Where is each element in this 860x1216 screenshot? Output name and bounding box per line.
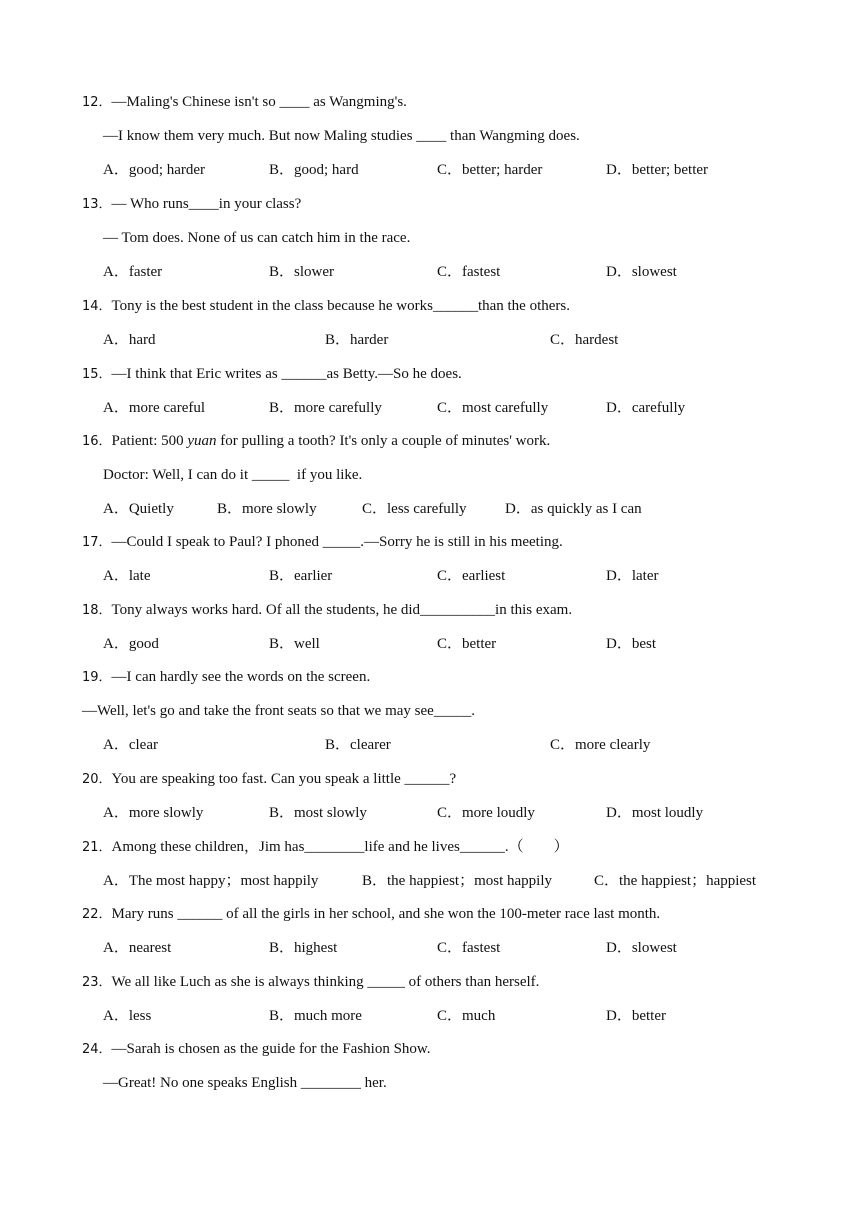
question-stem: —Could I speak to Paul? I phoned _____.—Sorry he is still in his meeting. [111, 534, 563, 550]
answer-blank: ______ [432, 298, 478, 314]
option-a[interactable]: A．late [103, 568, 151, 584]
option-c[interactable]: C．fastest [437, 940, 501, 956]
question-stem: We all like Luch as she is always thinking _____ of others than herself. [111, 974, 540, 990]
question-stem: — Tom does. None of us can catch him in the race. [103, 230, 411, 246]
answer-blank: _____ [251, 467, 290, 483]
option-d[interactable]: D．carefully [606, 400, 686, 416]
option-c[interactable]: C．more loudly [437, 805, 535, 821]
question-number: 13． [82, 197, 112, 212]
question-number: 16． [82, 434, 112, 449]
question-stem: than the others. [477, 298, 570, 314]
question-19-line-1 [82, 667, 370, 688]
option-b[interactable]: B．much more [269, 1008, 362, 1024]
question-number: 17． [82, 535, 112, 550]
option-a[interactable]: A．more careful [103, 400, 206, 416]
option-d[interactable]: D．as quickly as I can [505, 501, 642, 517]
option-a[interactable]: A．Quietly [103, 501, 174, 517]
answer-blank: ____ [188, 196, 219, 212]
question-stem: for pulling a tooth? It's only a couple of minutes' work. [216, 433, 551, 449]
question-stem: Mary runs ______ of all the girls in her school, and she won the 100-meter race last month. [111, 906, 661, 922]
question-stem: as Betty.—So he does. [326, 366, 462, 382]
option-b[interactable]: B．more carefully [269, 400, 382, 416]
option-a[interactable]: A．clear [103, 737, 158, 753]
question-17-line-1 [82, 532, 563, 553]
question-16-line-1 [82, 431, 550, 452]
option-b[interactable]: B．clearer [325, 737, 391, 753]
question-18-line-1 [82, 600, 572, 621]
option-a[interactable]: A．nearest [103, 940, 172, 956]
answer-blank: __________ [420, 602, 496, 618]
option-b[interactable]: B．earlier [269, 568, 333, 584]
question-stem: —Maling's Chinese isn't so ____ as Wangming's. [111, 94, 407, 110]
option-b[interactable]: B．most slowly [269, 805, 367, 821]
option-c[interactable]: C．better; harder [437, 162, 543, 178]
question-number: 24． [82, 1042, 112, 1057]
question-19-line-2 [82, 701, 475, 721]
option-d[interactable]: D．most loudly [606, 805, 704, 821]
question-number: 21． [82, 840, 112, 855]
question-number: 22． [82, 907, 112, 922]
option-c[interactable]: C．earliest [437, 568, 506, 584]
option-a[interactable]: A．less [103, 1008, 152, 1024]
question-24-line-1 [82, 1039, 431, 1060]
answer-blank: ______ [281, 366, 327, 382]
option-c[interactable]: C．hardest [550, 332, 619, 348]
question-14-line-1 [82, 296, 570, 317]
question-number: 20． [82, 772, 112, 787]
option-c[interactable]: C．more clearly [550, 737, 651, 753]
option-d[interactable]: D．better; better [606, 162, 709, 178]
question-number: 14． [82, 299, 112, 314]
question-stem: — Who runs [111, 196, 189, 212]
option-a[interactable]: A．hard [103, 332, 156, 348]
option-c[interactable]: C．better [437, 636, 497, 652]
question-stem: —I know them very much. But now Maling studies ____ than Wangming does. [103, 128, 580, 144]
option-c[interactable]: C．most carefully [437, 400, 549, 416]
option-a[interactable]: A．faster [103, 264, 163, 280]
question-stem: if you like. [289, 467, 363, 483]
option-b[interactable]: B．slower [269, 264, 334, 280]
option-c[interactable]: C．much [437, 1008, 496, 1024]
question-stem-italic: yuan [187, 433, 217, 449]
question-stem: Tony is the best student in the class because he works [111, 298, 433, 314]
option-d[interactable]: D．better [606, 1008, 666, 1024]
question-15-line-1 [82, 364, 462, 385]
question-20-line-1 [82, 769, 456, 790]
question-stem: —I can hardly see the words on the screen. [111, 669, 371, 685]
question-16-line-2 [103, 465, 362, 485]
option-c[interactable]: C．the happiest；happiest [594, 873, 757, 889]
option-b[interactable]: B．harder [325, 332, 389, 348]
question-number: 23． [82, 975, 112, 990]
question-number: 12． [82, 95, 112, 110]
question-number: 19． [82, 670, 112, 685]
question-13-line-1 [82, 194, 301, 215]
question-13-line-2 [103, 228, 410, 248]
option-d[interactable]: D．best [606, 636, 656, 652]
question-stem: —Great! No one speaks English ________ her. [103, 1075, 387, 1091]
option-b[interactable]: B．highest [269, 940, 338, 956]
question-stem: Among these children，Jim has________life and he lives______.（ ） [111, 839, 569, 855]
option-d[interactable]: D．slowest [606, 940, 677, 956]
option-a[interactable]: A．good [103, 636, 159, 652]
question-stem: Doctor: Well, I can do it [103, 467, 252, 483]
question-21-line-1 [82, 837, 569, 858]
option-a[interactable]: A．good; harder [103, 162, 206, 178]
question-stem: in this exam. [495, 602, 573, 618]
option-b[interactable]: B．the happiest；most happily [362, 873, 552, 889]
question-stem: —I think that Eric writes as [111, 366, 282, 382]
question-stem: in your class? [218, 196, 302, 212]
option-d[interactable]: D．slowest [606, 264, 677, 280]
question-24-line-2 [103, 1073, 387, 1093]
option-b[interactable]: B．more slowly [217, 501, 317, 517]
question-12-line-1 [82, 92, 407, 113]
question-23-line-1 [82, 972, 539, 993]
option-c[interactable]: C．less carefully [362, 501, 467, 517]
question-stem: Patient: 500 [111, 433, 188, 449]
option-d[interactable]: D．later [606, 568, 659, 584]
option-b[interactable]: B．good; hard [269, 162, 359, 178]
option-b[interactable]: B．well [269, 636, 320, 652]
question-number: 15． [82, 367, 112, 382]
option-c[interactable]: C．fastest [437, 264, 501, 280]
question-stem: —Sarah is chosen as the guide for the Fashion Show. [111, 1041, 431, 1057]
option-a[interactable]: A．The most happy；most happily [103, 873, 319, 889]
option-a[interactable]: A．more slowly [103, 805, 204, 821]
question-number: 18． [82, 603, 112, 618]
question-22-line-1 [82, 904, 660, 925]
question-stem: —Well, let's go and take the front seats so that we may see_____. [82, 703, 476, 719]
question-stem: You are speaking too fast. Can you speak a little ______? [111, 771, 457, 787]
question-12-line-2 [103, 126, 580, 146]
question-stem: Tony always works hard. Of all the students, he did [111, 602, 421, 618]
